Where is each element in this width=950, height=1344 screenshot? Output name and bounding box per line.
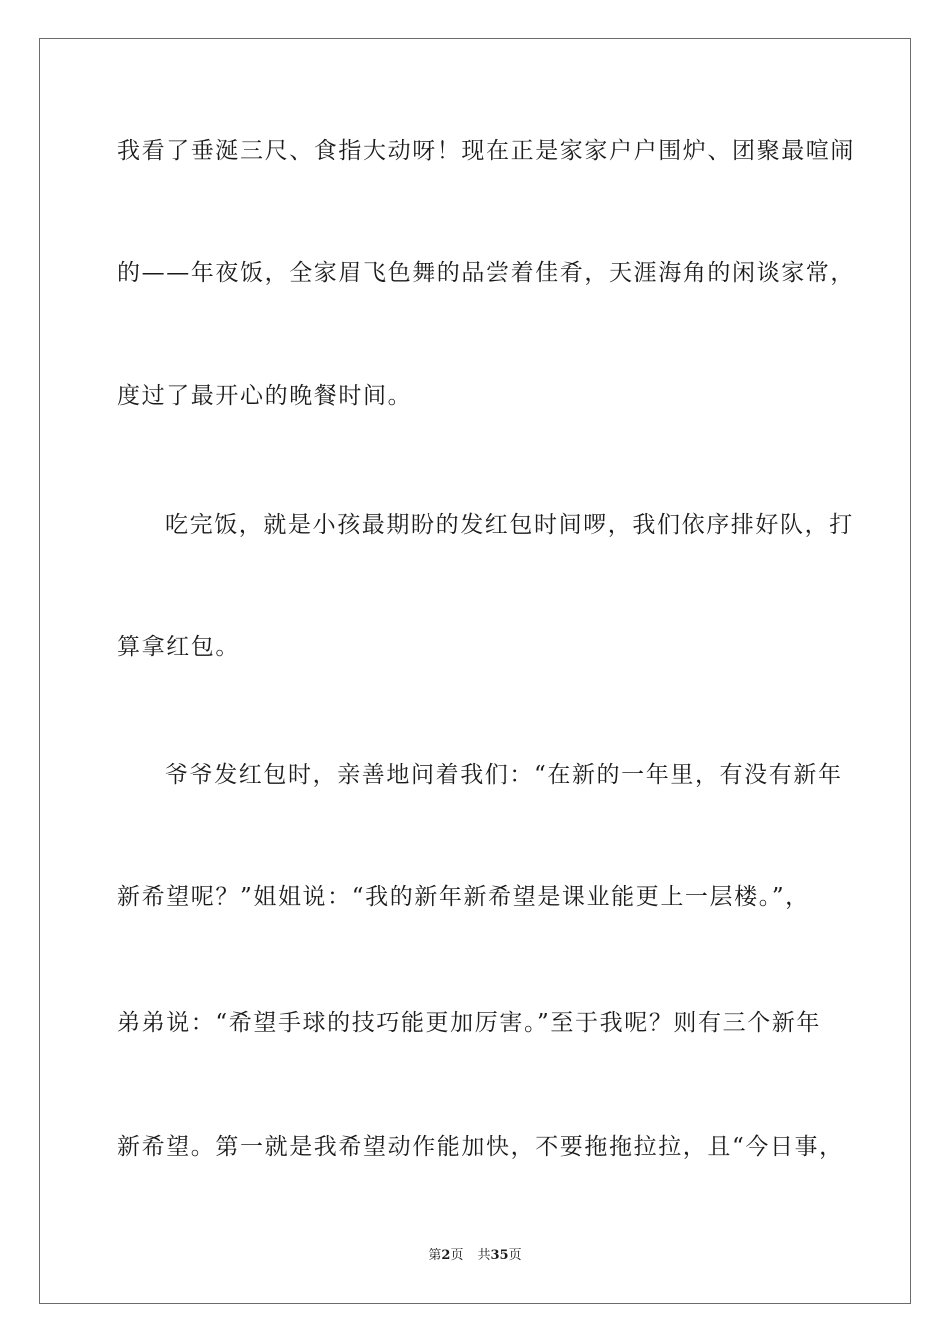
footer-page-number: 2 bbox=[441, 1248, 451, 1263]
paragraph-line-3: 度过了最开心的晚餐时间。 bbox=[117, 383, 413, 409]
paragraph-line-2: 的——年夜饭，全家眉飞色舞的品尝着佳肴，天涯海角的闲谈家常， bbox=[117, 260, 855, 286]
page-footer bbox=[0, 1247, 950, 1265]
paragraph-line-1: 我看了垂涎三尺、食指大动呀！现在正是家家户户围炉、团聚最喧闹 bbox=[117, 138, 855, 164]
paragraph-line-7: 新希望呢？”姐姐说：“我的新年新希望是课业能更上一层楼。”， bbox=[117, 884, 810, 910]
page-border bbox=[39, 38, 911, 1304]
paragraph-line-9: 新希望。第一就是我希望动作能加快，不要拖拖拉拉，且“今日事， bbox=[117, 1134, 844, 1160]
paragraph-line-5: 算拿红包。 bbox=[117, 634, 240, 660]
footer-total-pages: 35 bbox=[490, 1248, 509, 1263]
paragraph-line-8: 弟弟说：“希望手球的技巧能更加厉害。”至于我呢？则有三个新年 bbox=[117, 1010, 822, 1036]
footer-total-prefix: 共 bbox=[477, 1248, 491, 1263]
footer-page-suffix: 页 bbox=[450, 1248, 464, 1263]
footer-page-prefix: 第 bbox=[428, 1248, 442, 1263]
paragraph-line-4: 吃完饭，就是小孩最期盼的发红包时间啰，我们依序排好队，打 bbox=[165, 512, 854, 538]
paragraph-line-6: 爷爷发红包时，亲善地问着我们：“在新的一年里，有没有新年 bbox=[165, 762, 843, 788]
footer-total-suffix: 页 bbox=[508, 1248, 522, 1263]
